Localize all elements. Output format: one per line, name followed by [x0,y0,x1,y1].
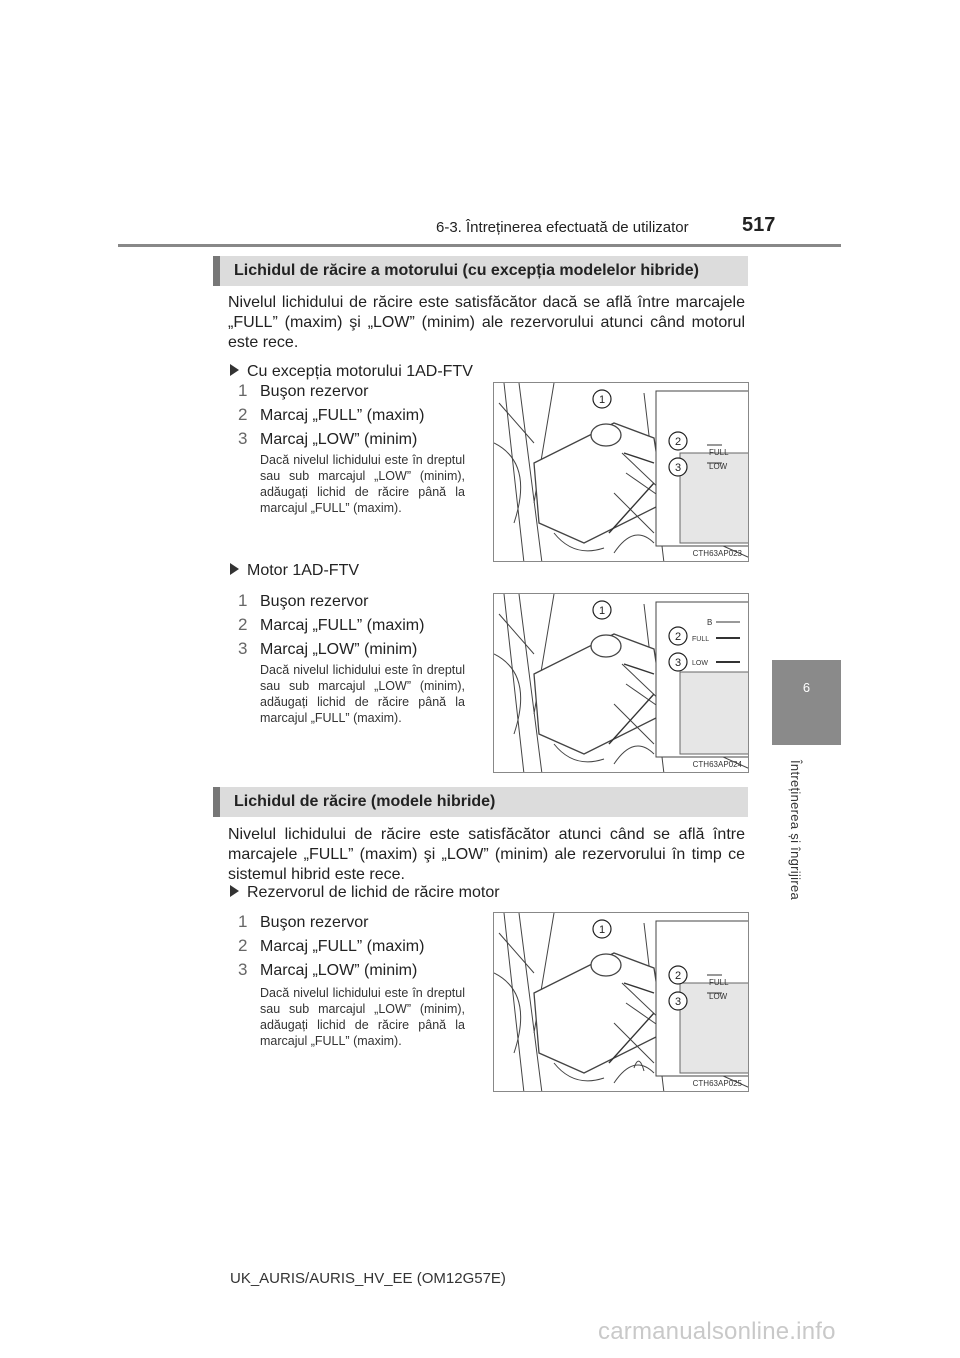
bullet-heading-2: Motor 1AD-FTV [230,562,359,580]
legend-item: 1 Buşon rezervor [238,912,369,931]
callout-1: 1 [598,394,606,406]
chapter-tab-title: Întreținerea și îngrijirea [788,760,803,901]
note-text: Dacă nivelul lichidului este în dreptul sau sub marcajul „LOW” (minim), adăugați lichid de răcire până la marcajul „FULL” (maxim). [260,986,465,1048]
bullet-triangle-icon [230,885,239,897]
coolant-reservoir-figure [493,382,749,562]
section-title-engine-coolant: Lichidul de răcire a motorului (cu excepția modelelor hibride) [213,256,748,286]
bullet-triangle-icon [230,364,239,376]
legend-item: 1 Buşon rezervor [238,591,369,610]
coolant-reservoir-figure [493,912,749,1092]
callout-3: 3 [674,462,682,474]
callout-1: 1 [598,605,606,617]
legend-item: 2 Marcaj „FULL” (maxim) [238,405,425,424]
section-paragraph-engine-coolant: Nivelul lichidului de răcire este satisfăcător dacă se află între marcajele „FULL” (maxim) şi „LOW” (minim) ale rezervorului atunci când motorul este rece. [228,294,745,351]
full-mark-label: FULL [709,448,729,457]
callout-3: 3 [674,657,682,669]
legend-item: 3 Marcaj „LOW” (minim) [238,429,418,448]
low-mark-label: LOW [709,992,728,1001]
chapter-tab [772,660,841,745]
callout-2: 2 [674,436,682,448]
full-mark-label: FULL [692,636,710,643]
running-header-section: 6-3. Întreținerea efectuată de utilizator [436,219,689,236]
figure-code: CTH63AP025 [692,1079,742,1088]
document-footer-code: UK_AURIS/AURIS_HV_EE (OM12G57E) [230,1270,506,1287]
legend-item: 2 Marcaj „FULL” (maxim) [238,615,425,634]
chapter-tab-number: 6 [802,680,811,695]
callout-2: 2 [674,970,682,982]
legend-item: 3 Marcaj „LOW” (minim) [238,639,418,658]
figure-code: CTH63AP023 [692,549,742,558]
bullet-heading-3: Rezervorul de lichid de răcire motor [230,884,500,902]
figure-code: CTH63AP024 [692,760,742,769]
full-mark-label: FULL [709,978,729,987]
header-rule [118,244,841,247]
callout-1: 1 [598,924,606,936]
note-text: Dacă nivelul lichidului este în dreptul sau sub marcajul „LOW” (minim), adăugați lichid de răcire până la marcajul „FULL” (maxim). [260,453,465,515]
section-paragraph-hybrid-coolant: Nivelul lichidului de răcire este satisfăcător atunci când se află între marcajele „FULL” (maxim) şi „LOW” (minim) ale rezervorului în timp ce sistemul hibrid este rece. [228,826,745,883]
section-title-hybrid-coolant: Lichidul de răcire (modele hibride) [213,787,748,817]
bullet-heading-1: Cu excepția motorului 1AD-FTV [230,363,473,381]
legend-item: 1 Buşon rezervor [238,381,369,400]
callout-3: 3 [674,996,682,1008]
b-mark-label: B [707,618,713,627]
callout-2: 2 [674,631,682,643]
low-mark-label: LOW [692,660,708,667]
low-mark-label: LOW [709,462,728,471]
legend-item: 2 Marcaj „FULL” (maxim) [238,936,425,955]
legend-item: 3 Marcaj „LOW” (minim) [238,960,418,979]
coolant-reservoir-figure [493,593,749,773]
bullet-triangle-icon [230,563,239,575]
note-text: Dacă nivelul lichidului este în dreptul sau sub marcajul „LOW” (minim), adăugați lichid de răcire până la marcajul „FULL” (maxim). [260,663,465,725]
watermark: carmanualsonline.info [598,1318,836,1345]
page-number: 517 [742,214,776,236]
